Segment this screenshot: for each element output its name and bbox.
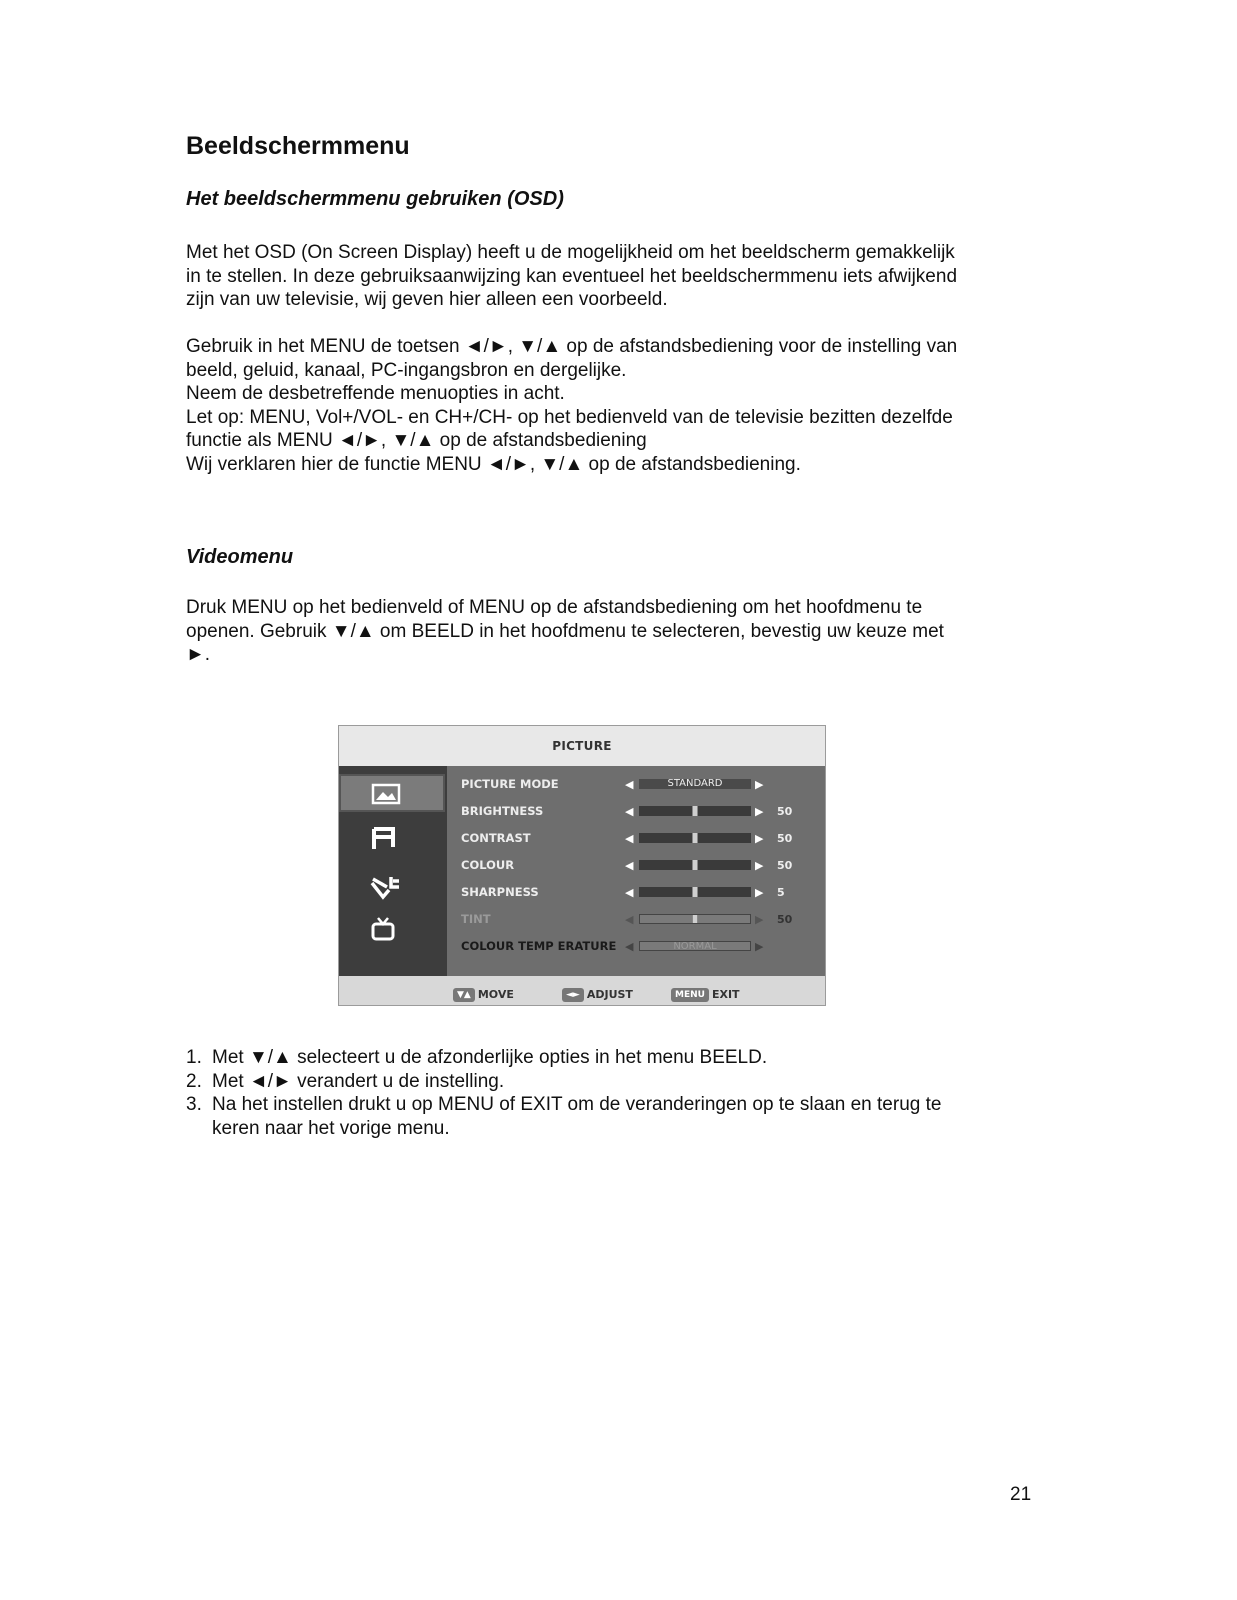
list-text: Na het instellen drukt u op MENU of EXIT om de veranderingen op te slaan en terug te xyxy=(212,1094,942,1116)
right-arrow-icon: ▶ xyxy=(755,859,764,872)
list-number: 1. xyxy=(186,1047,202,1068)
osd-row-brightness xyxy=(447,798,825,825)
left-arrow-icon: ◀ xyxy=(625,832,634,845)
level-bar xyxy=(639,860,751,870)
option-box xyxy=(639,941,751,951)
sound-icon xyxy=(339,818,447,856)
row-label: BRIGHTNESS xyxy=(461,804,544,818)
list-number: 3. xyxy=(186,1094,202,1116)
adjust-label: ADJUST xyxy=(586,988,633,1001)
list-text: Met ◄/► verandert u de instelling. xyxy=(212,1070,505,1092)
right-arrow-icon: ▶ xyxy=(755,913,764,926)
picture-icon xyxy=(339,774,445,812)
page-title: Beeldschermmenu xyxy=(186,132,410,160)
exit-label: EXIT xyxy=(711,988,740,1001)
text-line: Met het OSD (On Screen Display) heeft u de mogelijkheid om het beeldscherm gemakkelijk xyxy=(186,242,955,263)
level-knob xyxy=(692,806,698,816)
level-bar xyxy=(639,887,751,897)
row-label: COLOUR xyxy=(461,858,515,872)
row-value: 50 xyxy=(777,805,793,818)
text-line: Let op: MENU, Vol+/VOL- en CH+/CH- op het bedienveld van de televisie bezitten dezelfde xyxy=(186,406,953,428)
menu-key: MENU xyxy=(671,988,709,1002)
level-knob xyxy=(692,887,698,897)
osd-footer xyxy=(339,976,825,1006)
list-text: keren naar het vorige menu. xyxy=(212,1117,450,1139)
list-text: Met ▼/▲ selecteert u de afzonderlijke opties in het menu BEELD. xyxy=(212,1047,768,1068)
level-bar xyxy=(639,806,751,816)
text-line: beeld, geluid, kanaal, PC-ingangsbron en dergelijke. xyxy=(186,359,627,381)
osd-row-picture-mode xyxy=(447,771,825,798)
osd-row-contrast xyxy=(447,825,825,852)
row-value: 50 xyxy=(777,832,793,845)
section-heading-video: Videomenu xyxy=(186,546,294,568)
adjust-key: ◄► xyxy=(562,988,584,1002)
osd-row-sharpness xyxy=(447,879,825,906)
level-knob xyxy=(692,860,698,870)
move-label: MOVE xyxy=(477,988,514,1001)
intro-paragraph xyxy=(186,241,1066,312)
left-arrow-icon: ◀ xyxy=(625,805,634,818)
list-number: 2. xyxy=(186,1070,202,1092)
text-line: Wij verklaren hier de functie MENU ◄/►, ▼/▲ op de afstandsbediening. xyxy=(186,453,801,475)
left-arrow-icon: ◀ xyxy=(625,778,634,791)
row-value: 5 xyxy=(777,886,785,899)
right-arrow-icon: ▶ xyxy=(755,940,764,953)
footer-adjust xyxy=(562,984,633,1000)
row-label: COLOUR TEMP ERATURE xyxy=(461,939,617,953)
level-bar xyxy=(639,914,751,924)
footer-exit xyxy=(671,984,740,1000)
osd-row-colour-temperature xyxy=(447,933,825,960)
row-label: TINT xyxy=(461,912,491,926)
text-line: ►. xyxy=(186,644,211,666)
row-label: PICTURE MODE xyxy=(461,777,559,791)
option-value: NORMAL xyxy=(673,941,717,952)
level-knob xyxy=(692,833,698,843)
osd-sidebar xyxy=(339,766,447,976)
text-line: openen. Gebruik ▼/▲ om BEELD in het hoofdmenu te selecteren, bevestig uw keuze met xyxy=(186,620,944,642)
text-line: Neem de desbetreffende menuopties in acht. xyxy=(186,383,565,405)
row-value: 50 xyxy=(777,859,793,872)
instructions-paragraph xyxy=(186,335,1066,477)
left-arrow-icon: ◀ xyxy=(625,913,634,926)
text-line: Gebruik in het MENU de toetsen ◄/►, ▼/▲ op de afstandsbediening voor de instelling van xyxy=(186,336,958,357)
text-line: Druk MENU op het bedienveld of MENU op de afstandsbediening om het hoofdmenu te xyxy=(186,597,923,618)
right-arrow-icon: ▶ xyxy=(755,778,764,791)
text-line: zijn van uw televisie, wij geven hier alleen een voorbeeld. xyxy=(186,289,668,311)
row-label: SHARPNESS xyxy=(461,885,539,899)
section-heading-osd: Het beeldschermmenu gebruiken (OSD) xyxy=(186,188,564,210)
left-arrow-icon: ◀ xyxy=(625,886,634,899)
text-line: functie als MENU ◄/►, ▼/▲ op de afstandsbediening xyxy=(186,430,647,452)
list-item xyxy=(186,1093,941,1140)
list-item xyxy=(186,1070,941,1094)
row-value: 50 xyxy=(777,913,793,926)
footer-move xyxy=(453,984,514,1000)
osd-row-colour xyxy=(447,852,825,879)
settings-icon xyxy=(339,866,447,904)
video-paragraph xyxy=(186,596,1066,667)
left-arrow-icon: ◀ xyxy=(625,859,634,872)
right-arrow-icon: ▶ xyxy=(755,805,764,818)
left-arrow-icon: ◀ xyxy=(625,940,634,953)
level-knob xyxy=(692,915,698,923)
tv-icon xyxy=(339,908,447,946)
right-arrow-icon: ▶ xyxy=(755,886,764,899)
list-item xyxy=(186,1046,941,1070)
osd-title: PICTURE xyxy=(552,739,612,753)
right-arrow-icon: ▶ xyxy=(755,832,764,845)
option-box xyxy=(639,779,751,789)
osd-row-tint xyxy=(447,906,825,933)
move-key: ▼▲ xyxy=(453,988,475,1002)
osd-picture-menu-image xyxy=(338,725,826,1006)
text-line: in te stellen. In deze gebruiksaanwijzing kan eventueel het beeldschermmenu iets afwijkend xyxy=(186,265,958,287)
level-bar xyxy=(639,833,751,843)
osd-settings-panel xyxy=(447,766,825,976)
steps-list xyxy=(186,1046,941,1140)
option-value: STANDARD xyxy=(667,778,723,789)
row-label: CONTRAST xyxy=(461,831,531,845)
page-number: 21 xyxy=(1010,1484,1032,1505)
